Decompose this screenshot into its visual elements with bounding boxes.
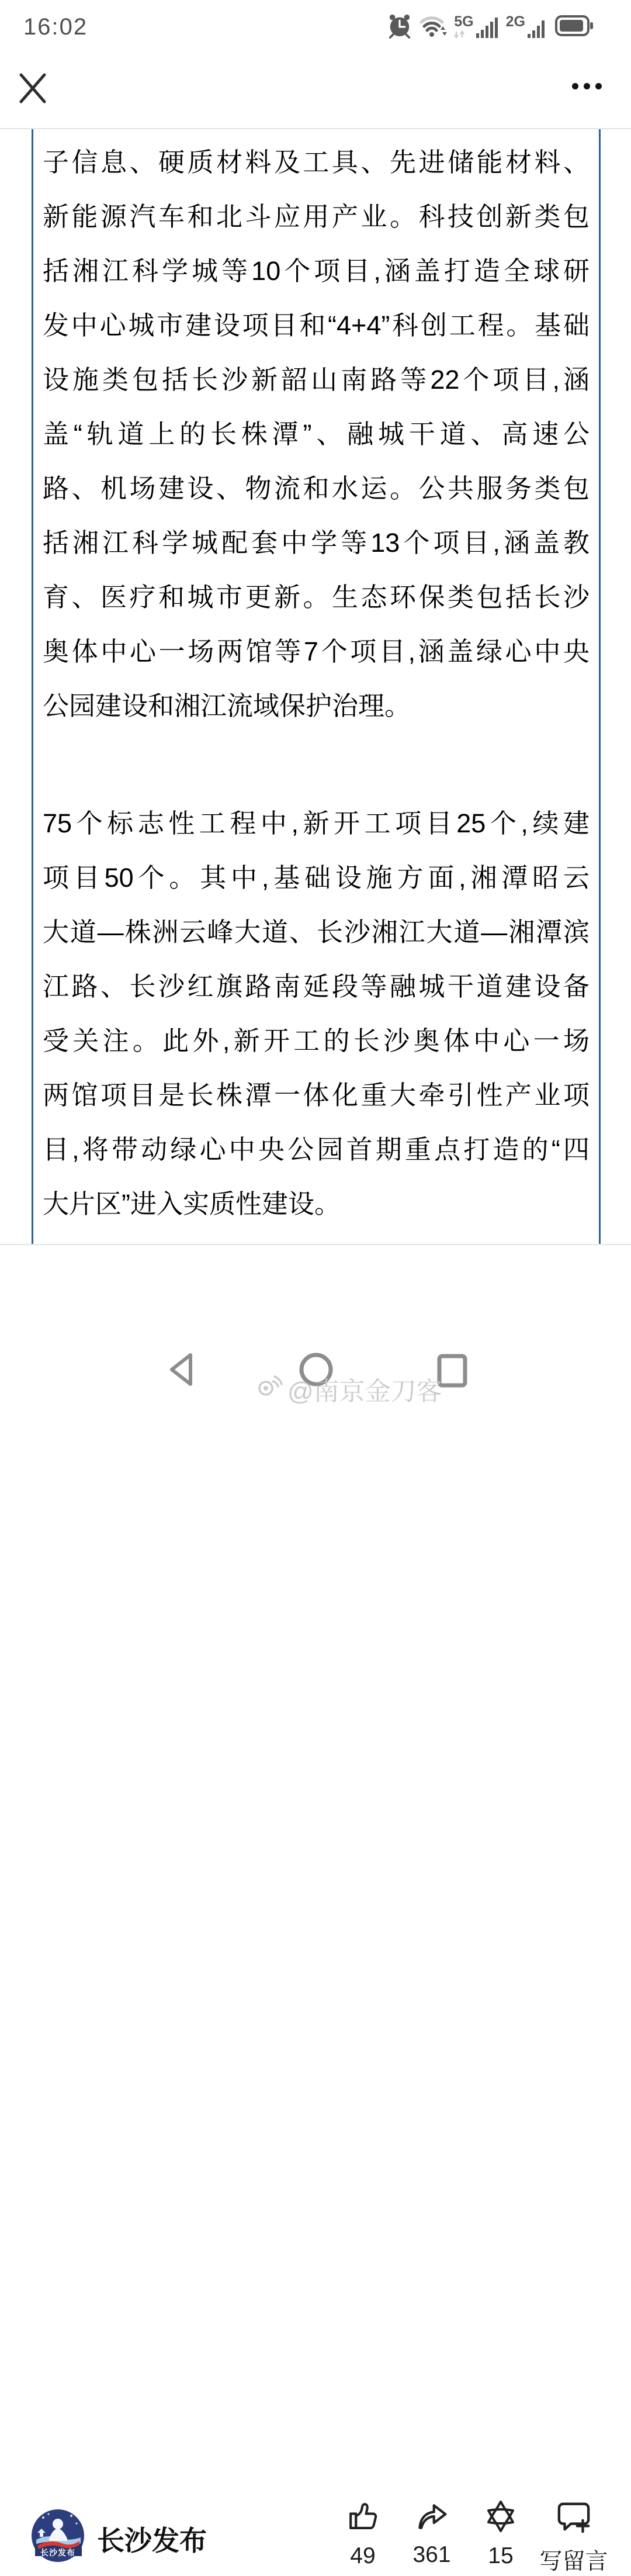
article-paragraph-2 bbox=[43, 796, 590, 1231]
article-line: 两馆项目是长株潭一体化重大牵引性产业项 bbox=[43, 1080, 590, 1110]
share-arrow-icon bbox=[414, 2499, 449, 2535]
article-line: 目,将带动绿心中央公园首期重点打造的“四 bbox=[43, 1135, 590, 1164]
article-line: 括湘江科学城配套中学等13个项目,涵盖教 bbox=[43, 528, 590, 558]
comment-label: 写留言 bbox=[539, 2549, 608, 2574]
signal-bars-icon bbox=[476, 15, 499, 39]
share-button[interactable] bbox=[397, 2499, 466, 2576]
svg-text:长沙发布: 长沙发布 bbox=[40, 2548, 75, 2557]
weibo-logo-icon bbox=[256, 1374, 283, 1404]
article-line: 大道—株洲云峰大道、长沙湘江大道—湘潭滨 bbox=[43, 917, 590, 947]
android-back-icon[interactable] bbox=[166, 1351, 195, 1391]
article-line: 受关注。此外,新开工的长沙奥体中心一场 bbox=[43, 1026, 590, 1056]
comment-plus-icon bbox=[556, 2499, 592, 2536]
article-paragraph-1 bbox=[43, 135, 590, 733]
battery-icon bbox=[555, 15, 594, 40]
article-card bbox=[32, 129, 601, 1244]
wifi-icon bbox=[419, 13, 447, 41]
thumbs-up-icon bbox=[346, 2499, 380, 2536]
article-line: 新能源汽车和北斗应用产业。科技创新类包 bbox=[43, 202, 590, 231]
article-line: 公园建设和湘江流域保护治理。 bbox=[43, 691, 411, 721]
article-line: 盖“轨道上的长株潭”、融城干道、高速公 bbox=[43, 419, 590, 449]
article-line: 项目50个。其中,基础设施方面,湘潭昭云 bbox=[43, 863, 590, 893]
article-line: 设施类包括长沙新韶山南路等22个项目,涵 bbox=[43, 365, 590, 395]
like-button[interactable] bbox=[328, 2499, 397, 2576]
status-time: 16:02 bbox=[23, 14, 88, 40]
status-bar bbox=[0, 0, 631, 47]
like-count: 49 bbox=[350, 2543, 376, 2568]
avatar[interactable] bbox=[32, 2509, 84, 2562]
alarm-icon bbox=[387, 13, 412, 42]
network-5g bbox=[454, 15, 498, 40]
article-line: 江路、长沙红旗路南延段等融城干道建设备 bbox=[43, 971, 590, 1001]
more-dots-icon[interactable] bbox=[572, 83, 602, 89]
signal-bars-icon bbox=[527, 15, 548, 39]
action-bar bbox=[328, 2499, 612, 2576]
network-5g-label: 5G bbox=[454, 13, 474, 30]
article-line: 括湘江科学城等10个项目,涵盖打造全球研 bbox=[43, 256, 590, 286]
account-name[interactable]: 长沙发布 bbox=[97, 2525, 207, 2556]
article-line: 路、机场建设、物流和水运。公共服务类包 bbox=[43, 473, 590, 503]
boost-count: 15 bbox=[488, 2543, 514, 2568]
article-line: 育、医疗和城市更新。生态环保类包括长沙 bbox=[43, 582, 590, 612]
article-line: 75个标志性工程中,新开工项目25个,续建 bbox=[43, 808, 590, 838]
status-icons bbox=[387, 13, 594, 41]
watermark-text: @南京金刀客 bbox=[287, 1377, 442, 1406]
watermark bbox=[256, 1370, 442, 1408]
network-2g-label: 2G bbox=[505, 13, 525, 30]
article-line: 奥体中心一场两馆等7个项目,涵盖绿心中央 bbox=[43, 637, 590, 666]
article-line: 发中心城市建设项目和“4+4”科创工程。基础 bbox=[43, 310, 590, 340]
comment-button[interactable] bbox=[535, 2499, 612, 2576]
flower-star-icon bbox=[484, 2499, 517, 2536]
close-icon[interactable] bbox=[18, 72, 48, 103]
boost-button[interactable] bbox=[466, 2499, 535, 2576]
share-count: 361 bbox=[412, 2542, 451, 2567]
network-2g bbox=[506, 15, 548, 39]
article-line: 子信息、硬质材料及工具、先进储能材料、 bbox=[43, 147, 590, 177]
article-line: 大片区”进入实质性建设。 bbox=[43, 1189, 341, 1219]
data-arrows-icon bbox=[454, 29, 467, 40]
